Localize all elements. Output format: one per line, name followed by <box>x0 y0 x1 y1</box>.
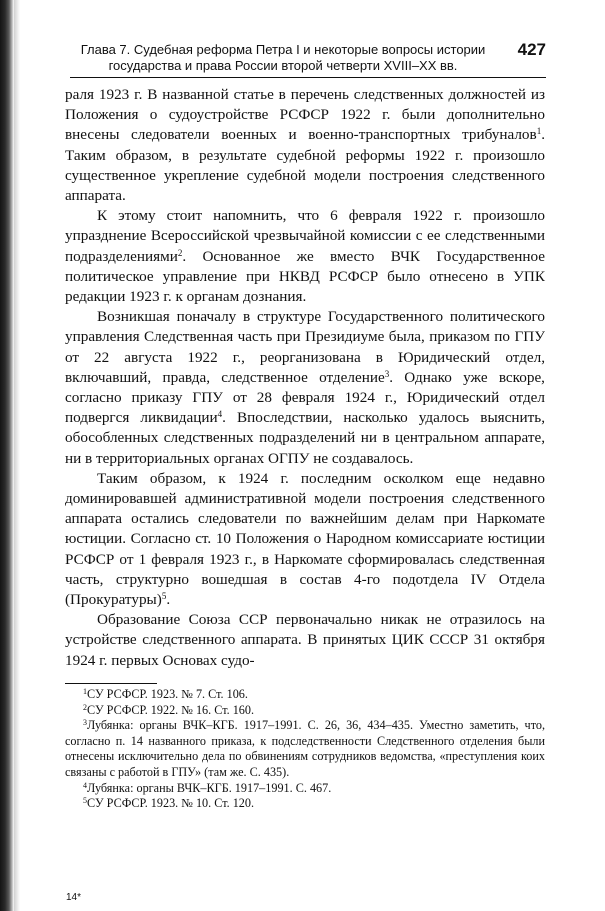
footnote <box>65 781 545 797</box>
footnote-ref: 4 <box>217 409 223 420</box>
footnote-number: 4 <box>83 780 87 790</box>
paragraph <box>65 610 545 671</box>
paragraph-text: Возникшая поначалу в структуре Государственного политического управления Следственная часть при Президиуме была, приказом по ГПУ от 22 августа 1922 г., реорганизована в Юридический отдел, включавший, правда, следственное отделение <box>65 308 545 386</box>
paragraph-text: . Однако уже вскоре, согласно приказу ГПУ от 28 февраля 1924 г., Юридический отдел подвергся ликвидации <box>65 368 545 427</box>
footnotes <box>65 687 545 812</box>
paragraph-text: . <box>166 591 171 609</box>
footnote <box>65 796 545 812</box>
footnote-number: 1 <box>83 687 87 696</box>
paragraph <box>65 206 545 307</box>
footnote-ref: 5 <box>161 591 167 602</box>
paragraph-text: Образование Союза ССР первоначально никак не отразилось на устройстве следственного аппарата. В принятых ЦИК СССР 31 октября 1924 г. первых Основах судо- <box>65 611 545 669</box>
paragraph-text: . Впоследствии, насколько удалось выяснить, обособленных следственных подразделений ни в центральном аппарате, ни в территориальных органах ОГПУ не создавалось. <box>65 409 545 467</box>
running-header <box>70 42 546 74</box>
footnote-number: 5 <box>83 796 87 806</box>
footnote <box>65 687 545 703</box>
book-gutter-shading <box>14 0 20 911</box>
footnote-ref: 1 <box>536 126 542 137</box>
book-spine-shadow <box>0 0 14 911</box>
footnote <box>65 718 545 780</box>
header-rule <box>70 77 546 78</box>
page-number: 427 <box>517 40 546 59</box>
paragraph-text: . Таким образом, в результате судебной реформы 1922 г. произошло существенное укрепление судебной модели построения следственного аппарата. <box>65 126 545 205</box>
footnote <box>65 703 545 719</box>
footnote-text: СУ РСФСР. 1922. № 16. Ст. 160. <box>87 702 255 717</box>
paragraph-text: раля 1923 г. В названной статье в перечень следственных должностей из Положения о судоустройстве РСФСР 1922 г. были дополнительно внесены следователи военных и военно-транспортных трибуналов <box>65 86 545 144</box>
footnote-text: СУ РСФСР. 1923. № 10. Ст. 120. <box>87 796 255 811</box>
paragraph-text: К этому стоит напомнить, что 6 февраля 1922 г. произошло упразднение Всероссийской чрезвычайной комиссии с ее следственными подразделениями <box>65 207 545 265</box>
paragraph-text: Таким образом, к 1924 г. последним осколком еще недавно доминировавшей административной модели построения следственного аппарата остались следователи по важнейшим делам при Наркомате юстиции. Согласно ст. 10 Положения о Народном комиссариате юстиции РСФСР от 1 февраля 1923 г., в Наркомате сформировалась следственная часть, структурно вошедшая в состав 4-го подотдела IV Отдела (Прокуратуры) <box>65 469 545 609</box>
footnote-number: 2 <box>83 702 87 712</box>
paragraph <box>65 469 545 610</box>
footnote-number: 3 <box>83 718 87 728</box>
main-text <box>65 85 545 671</box>
footnote-text: СУ РСФСР. 1923. № 7. Ст. 106. <box>87 687 248 701</box>
header-title <box>70 42 496 74</box>
paragraph <box>65 307 545 469</box>
signature-mark: 14* <box>66 892 82 903</box>
footnote-text: Лубянка: органы ВЧК–КГБ. 1917–1991. С. 467. <box>87 780 332 795</box>
footnote-ref: 3 <box>384 368 390 379</box>
footnote-ref: 2 <box>177 247 183 258</box>
footnote-text: Лубянка: органы ВЧК–КГБ. 1917–1991. С. 26, 36, 434–435. Уместно заметить, что, согласно п. 14 названного приказа, к подследственности Следственного отделения были отнесены исключительно дела по обвинениям сотрудников ведомства, «преступления коих связаны с работой в ГПУ» (там же. С. 435). <box>65 718 545 779</box>
paragraph-text: . Основанное же вместо ВЧК Государственное политическое управление при НКВД РСФСР было отнесено в УПК редакции 1923 г. к органам дознания. <box>65 247 545 306</box>
header-line-1: Глава 7. Судебная реформа Петра I и некоторые вопросы истории <box>80 42 486 57</box>
footnote-separator <box>65 683 157 684</box>
paragraph <box>65 85 545 206</box>
header-line-2: государства и права России второй четверти XVIII–XX вв. <box>108 58 458 73</box>
